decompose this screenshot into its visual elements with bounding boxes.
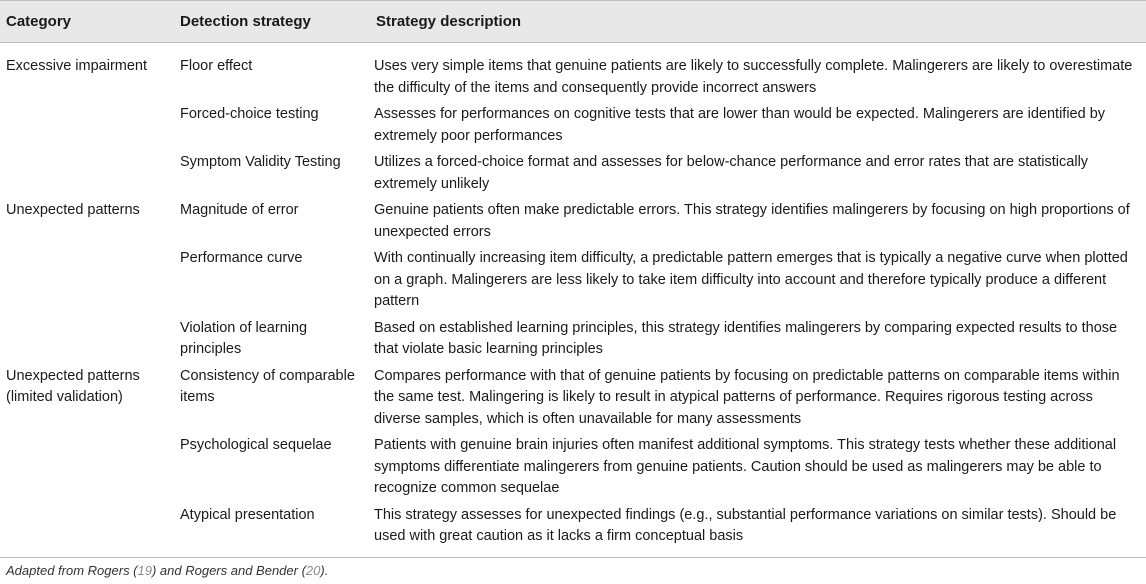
- table-header: [0, 1, 1146, 43]
- table-row: [0, 101, 1146, 149]
- table-body: [0, 43, 1146, 558]
- table-row: [0, 315, 1146, 363]
- cell-strategy: Floor effect: [180, 58, 253, 74]
- cell-strategy: Atypical presentation: [174, 502, 370, 558]
- cell-category: [0, 101, 174, 149]
- cell-strategy: Psychological sequelae: [180, 437, 332, 453]
- cell-description: This strategy assesses for unexpected findings (e.g., substantial performance variations on similar tests). Should be used with great caution as it lacks a firm conceptual basis: [370, 502, 1146, 558]
- table-row: [0, 43, 1146, 102]
- header-strategy-description: Strategy description: [370, 1, 1146, 43]
- table-row: [0, 197, 1146, 245]
- reference-link-19[interactable]: 19: [137, 563, 152, 578]
- cell-description: Compares performance with that of genuine patients by focusing on predictable patterns on comparable items within the same test. Malingering is likely to result in atypical patterns of performance. Requires rigorous testing across diverse samples, which is often unavailable for many assessments: [374, 367, 1120, 427]
- cell-category: [0, 149, 174, 197]
- cell-category: Unexpected patterns: [6, 202, 140, 218]
- cell-category: [0, 245, 174, 315]
- cell-strategy: Consistency of comparable items: [180, 367, 355, 405]
- cell-description: With continually increasing item difficulty, a predictable pattern emerges that is typically a negative curve when plotted on a graph. Malingerers are less likely to take item difficulty into account and therefore typically produce a different pattern: [374, 250, 1128, 309]
- table-row: [0, 502, 1146, 558]
- cell-category: Unexpected patterns (limited validation): [6, 367, 140, 405]
- cell-strategy: Performance curve: [180, 250, 303, 266]
- cell-category: [0, 315, 174, 363]
- cell-description: Assesses for performances on cognitive tests that are lower than would be expected. Malingerers are identified by extremely poor performances: [374, 106, 1106, 144]
- cell-strategy: Symptom Validity Testing: [180, 154, 341, 170]
- cell-category: [0, 432, 174, 502]
- header-detection-strategy: Detection strategy: [174, 1, 370, 43]
- table-row: [0, 245, 1146, 315]
- footnote-prefix: Adapted from Rogers (: [6, 563, 138, 578]
- table-row: [0, 363, 1146, 433]
- cell-description: Based on established learning principles, this strategy identifies malingerers by comparing expected results to those that violate basic learning principles: [374, 319, 1118, 357]
- cell-description: Utilizes a forced-choice format and assesses for below-chance performance and error rates that are statistically extremely unlikely: [374, 154, 1089, 192]
- reference-link-20[interactable]: 20: [305, 563, 321, 578]
- cell-description: Patients with genuine brain injuries often manifest additional symptoms. This strategy tests whether these additional symptoms differentiate malingerers from genuine patients. Caution should be used as malingerers may be able to recognize common sequelae: [374, 437, 1117, 496]
- cell-strategy: Forced-choice testing: [180, 106, 319, 122]
- table-row: [0, 432, 1146, 502]
- footnote-middle: ) and Rogers and Bender (: [151, 563, 306, 578]
- cell-description: Genuine patients often make predictable errors. This strategy identifies malingerers by focusing on high proportions of unexpected errors: [374, 202, 1130, 240]
- cell-category: [0, 502, 174, 558]
- table-footnote: [6, 563, 328, 578]
- cell-category: Excessive impairment: [6, 58, 148, 74]
- footnote-suffix: ).: [320, 563, 329, 578]
- cell-strategy: Magnitude of error: [180, 202, 299, 218]
- header-category: Category: [0, 1, 174, 43]
- cell-strategy: Violation of learning principles: [180, 319, 308, 357]
- header-row: [0, 1, 1146, 43]
- table-row: [0, 149, 1146, 197]
- cell-description: Uses very simple items that genuine patients are likely to successfully complete. Malingerers are likely to overestimate the difficulty of the items and consequently provide incorrect answers: [374, 58, 1133, 96]
